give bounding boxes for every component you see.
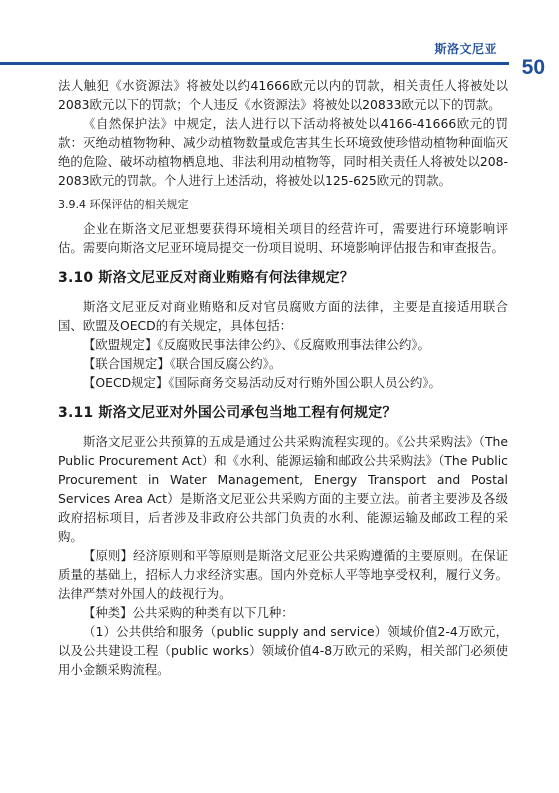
page-number: 50: [521, 56, 545, 79]
section-heading-3-10: 3.10 斯洛文尼亚反对商业贿赂有何法律规定？: [58, 270, 355, 286]
subsection-heading-3-9-4: 3.9.4 环保评估的相关规定: [58, 198, 189, 211]
header-rule: [0, 62, 509, 65]
paragraph-anti-bribery-intro: 斯洛文尼亚反对商业贿赂和反对官员腐败方面的法律，主要是直接适用联合国、欧盟及OECD的有关规定，具体包括：: [58, 299, 508, 333]
paragraph-water-law-fines: 法人触犯《水资源法》将被处以约41666欧元以内的罚款，相关责任人将被处以2083欧元以下的罚款；个人违反《水资源法》将被处以20833欧元以下的罚款。: [58, 78, 508, 112]
paragraph-principles: 【原则】经济原则和平等原则是斯洛文尼亚公共采购遵循的主要原则。在保证质量的基础上，招标人力求经济实惠。国内外竞标人平等地享受权利，履行义务。法律严禁对外国人的歧视行为。: [58, 548, 508, 601]
law-item-un: 【联合国规定】《联合国反腐公约》。: [83, 356, 282, 371]
paragraph-types: 【种类】公共采购的种类有以下几种：: [83, 605, 294, 620]
paragraph-nature-protection-law: 《自然保护法》中规定，法人进行以下活动将被处以4166-41666欧元的罚款：灭绝动植物物种、减少动植物数量或危害其生长环境致使珍惜动植物种面临灭绝的危险、破坏动植物栖息地、非法利用动植物等，同时相关责任人将被处以208-2083欧元的罚款。个人进行上述活动，将被处以125-625欧元的罚款。: [58, 116, 508, 188]
page-body: [58, 76, 508, 679]
paragraph-type-1: （1）公共供给和服务（public supply and service）领域价值2-4万欧元，以及公共建设工程（public works）领域价值4-8万欧元的采购，相关部门必须使用小金额采购流程。: [58, 624, 508, 677]
law-item-eu: 【欧盟规定】《反腐败民事法律公约》、《反腐败刑事法律公约》。: [83, 337, 430, 352]
section-heading-3-11: 3.11 斯洛文尼亚对外国公司承包当地工程有何规定？: [58, 405, 397, 421]
running-header-title: 斯洛文尼亚: [434, 42, 497, 56]
paragraph-environmental-assessment: 企业在斯洛文尼亚想要获得环境相关项目的经营许可，需要进行环境影响评估。需要向斯洛文尼亚环境局提交一份项目说明、环境影响评估报告和审查报告。: [58, 221, 508, 255]
paragraph-public-procurement: 斯洛文尼亚公共预算的五成是通过公共采购流程实现的。《公共采购法》（The Public Procurement Act）和《水利、能源运输和邮政公共采购法》（The Public Procurement in Water Management, Energy Transport and Postal Services Area Act）是斯洛文尼亚公共采购方面的主要立法。前者主要涉及各级政府招标项目，后者涉及非政府公共部门负责的水利、能源运输及邮政工程的采购。: [58, 434, 508, 544]
law-item-oecd: 【OECD规定】《国际商务交易活动反对行贿外国公职人员公约》。: [83, 375, 441, 390]
